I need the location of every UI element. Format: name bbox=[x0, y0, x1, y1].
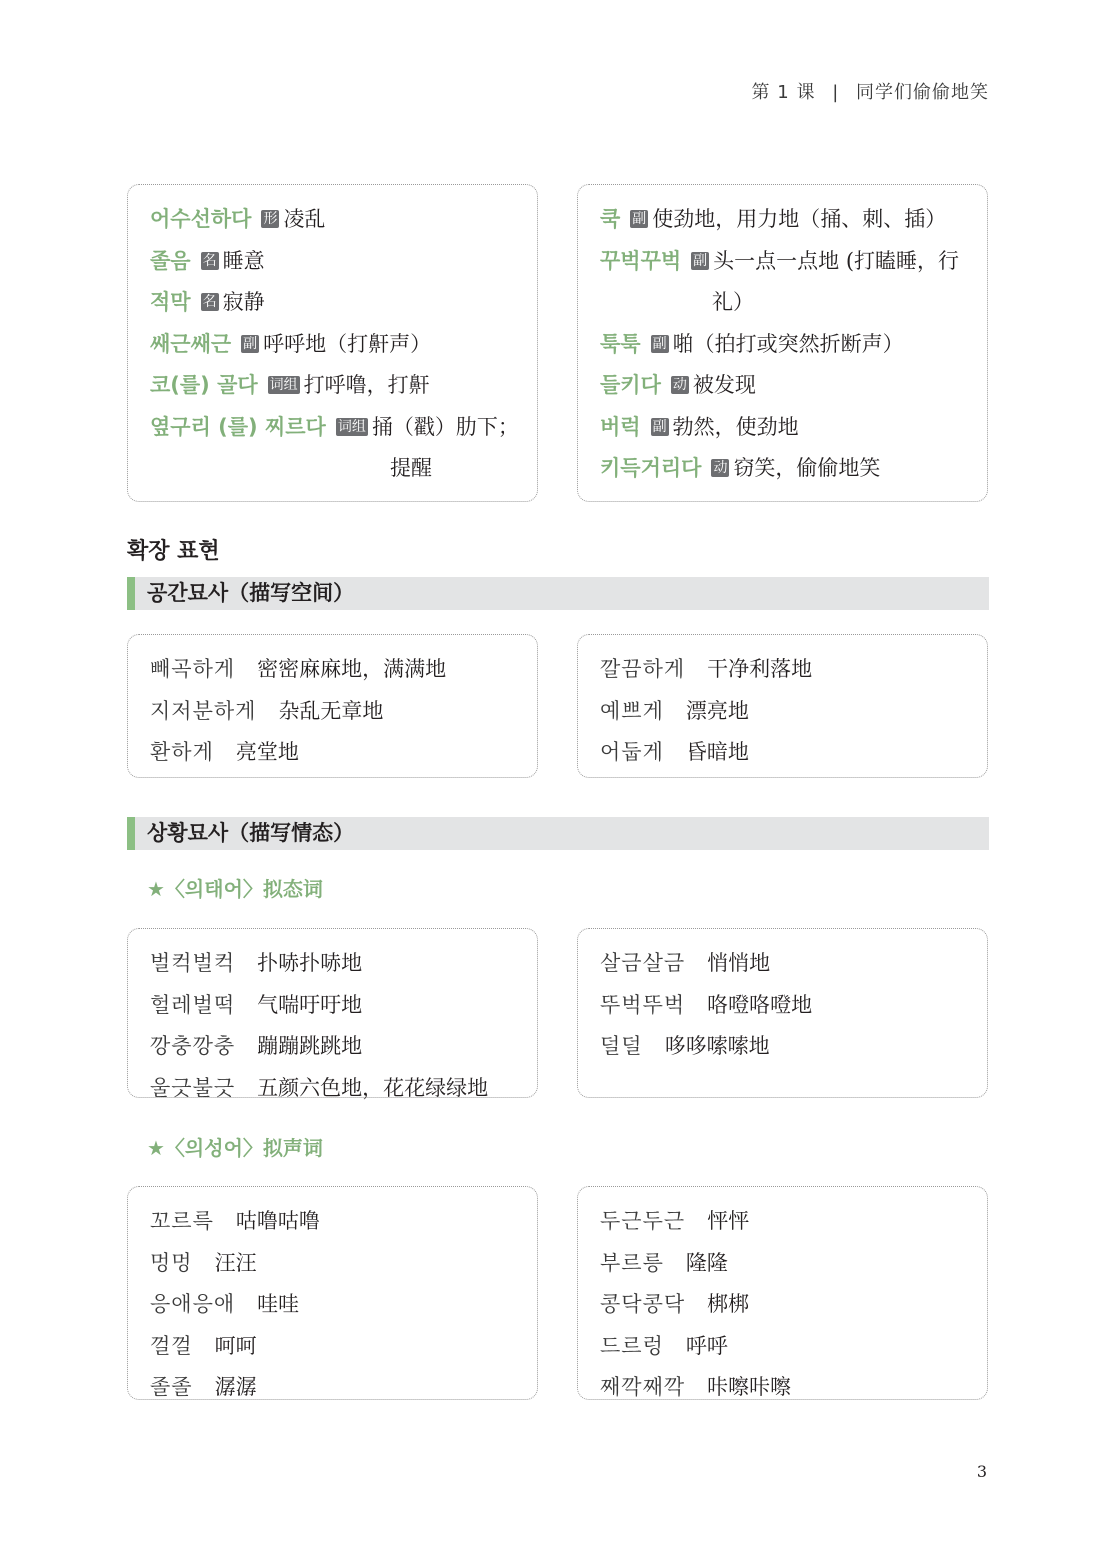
vocab-item bbox=[150, 241, 519, 283]
vocab-word: 들키다 bbox=[600, 373, 661, 397]
expression-item bbox=[150, 691, 519, 733]
korean-expression: 껄껄 bbox=[150, 1333, 193, 1358]
vocab-word: 버럭 bbox=[600, 414, 641, 439]
korean-expression: 꼬르륵 bbox=[150, 1209, 214, 1233]
mimetic-box-left bbox=[127, 928, 538, 1098]
korean-expression: 빼곡하게 bbox=[150, 657, 236, 681]
vocab-word: 적막 bbox=[150, 290, 191, 314]
vocab-meaning: 勃然，使劲地 bbox=[672, 414, 799, 439]
expression-item bbox=[600, 985, 969, 1027]
korean-expression: 지저분하게 bbox=[150, 698, 257, 723]
chinese-meaning: 悄悄地 bbox=[707, 951, 771, 975]
lesson-number: 第 1 课 bbox=[751, 82, 816, 103]
expression-item bbox=[600, 1243, 969, 1285]
expression-item bbox=[150, 1326, 519, 1368]
expression-item bbox=[150, 943, 519, 985]
pos-tag: 词组 bbox=[337, 418, 366, 435]
expression-item bbox=[150, 1367, 519, 1409]
expansion-heading: 확장 표현 bbox=[127, 539, 220, 564]
chinese-meaning: 怦怦 bbox=[707, 1209, 750, 1233]
mimetic-box-right bbox=[577, 928, 988, 1098]
korean-expression: 울긋불긋 bbox=[150, 1075, 236, 1100]
vocab-item bbox=[600, 199, 969, 241]
chinese-meaning: 呵呵 bbox=[214, 1333, 257, 1358]
vocab-item bbox=[150, 324, 519, 366]
vocab-meaning: 窃笑，偷偷地笑 bbox=[733, 456, 881, 480]
vocab-item-continuation bbox=[600, 282, 969, 324]
vocab-meaning: 睡意 bbox=[222, 248, 265, 273]
vocab-meaning: 凌乱 bbox=[283, 207, 326, 231]
chinese-meaning: 汪汪 bbox=[214, 1250, 257, 1275]
expression-item bbox=[150, 985, 519, 1027]
chinese-meaning: 昏暗地 bbox=[685, 740, 749, 764]
pos-tag: 动 bbox=[672, 377, 687, 393]
vocab-meaning: 啪（拍打或突然折断声） bbox=[672, 331, 904, 356]
chinese-meaning: 扑哧扑哧地 bbox=[257, 951, 363, 975]
korean-expression: 덜덜 bbox=[600, 1034, 643, 1058]
vocab-item bbox=[150, 407, 519, 449]
korean-expression: 드르렁 bbox=[600, 1333, 664, 1358]
vocab-item bbox=[600, 324, 969, 366]
onomatopoeia-box-right bbox=[577, 1186, 988, 1400]
expression-item bbox=[600, 1026, 969, 1068]
vocab-meaning: 呼呼地（打鼾声） bbox=[263, 331, 432, 356]
pos-tag: 形 bbox=[263, 211, 278, 227]
page-number: 3 bbox=[976, 1462, 987, 1481]
vocab-item-continuation bbox=[150, 448, 519, 490]
vocab-meaning: 打呼噜，打鼾 bbox=[303, 373, 430, 397]
pos-tag: 副 bbox=[652, 418, 667, 435]
korean-expression: 깡충깡충 bbox=[150, 1034, 236, 1058]
expression-item bbox=[150, 1284, 519, 1326]
onomatopoeia-subheading: ★〈의성어〉拟声词 bbox=[147, 1136, 323, 1160]
vocab-meaning: 使劲地，用力地（捅、刺、插） bbox=[652, 207, 947, 231]
chinese-meaning: 呼呼 bbox=[685, 1333, 728, 1358]
space-section-bar: 공간묘사（描写空间） bbox=[127, 577, 989, 610]
korean-expression: 두근두근 bbox=[600, 1209, 686, 1233]
chinese-meaning: 咯噔咯噔地 bbox=[707, 992, 813, 1017]
expression-item bbox=[600, 1326, 969, 1368]
vocab-meaning: 礼） bbox=[712, 290, 754, 314]
pos-tag: 副 bbox=[652, 335, 667, 352]
vocab-item bbox=[600, 407, 969, 449]
expression-item bbox=[600, 943, 969, 985]
pos-tag: 动 bbox=[713, 460, 728, 476]
vocab-box-right bbox=[577, 184, 988, 502]
korean-expression: 부르릉 bbox=[600, 1250, 664, 1275]
header-separator: | bbox=[832, 82, 840, 103]
chinese-meaning: 隆隆 bbox=[685, 1250, 728, 1275]
vocab-item bbox=[150, 199, 519, 241]
vocab-meaning: 提醒 bbox=[390, 456, 432, 480]
expression-item bbox=[150, 649, 519, 691]
korean-expression: 살금살금 bbox=[600, 951, 686, 975]
vocab-item bbox=[600, 448, 969, 490]
space-box-left bbox=[127, 634, 538, 778]
vocab-item bbox=[600, 365, 969, 407]
korean-expression: 콩닥콩닥 bbox=[600, 1292, 686, 1316]
vocab-item bbox=[150, 365, 519, 407]
chinese-meaning: 咔嚓咔嚓 bbox=[707, 1375, 792, 1399]
chinese-meaning: 五颜六色地，花花绿绿地 bbox=[257, 1075, 489, 1100]
expression-item bbox=[600, 691, 969, 733]
vocab-word: 졸음 bbox=[150, 248, 191, 273]
vocab-meaning: 头一点一点地 (打瞌睡，行 bbox=[713, 248, 960, 273]
vocab-word: 쿡 bbox=[600, 207, 621, 231]
pos-tag: 副 bbox=[243, 335, 258, 352]
korean-expression: 벌컥벌컥 bbox=[150, 951, 236, 975]
vocab-box-left bbox=[127, 184, 538, 502]
expression-item bbox=[600, 1284, 969, 1326]
korean-expression: 예쁘게 bbox=[600, 698, 664, 723]
chinese-meaning: 潺潺 bbox=[214, 1375, 257, 1399]
vocab-word: 코(를) 골다 bbox=[150, 373, 258, 397]
chinese-meaning: 气喘吁吁地 bbox=[257, 992, 363, 1017]
chinese-meaning: 杂乱无章地 bbox=[278, 698, 384, 723]
vocab-word: 꾸벅꾸벅 bbox=[600, 248, 682, 273]
korean-expression: 환하게 bbox=[150, 740, 214, 764]
chinese-meaning: 梆梆 bbox=[707, 1292, 750, 1316]
vocab-meaning: 被发现 bbox=[692, 373, 756, 397]
korean-expression: 멍멍 bbox=[150, 1250, 193, 1275]
expression-item bbox=[150, 1243, 519, 1285]
expression-item bbox=[600, 1201, 969, 1243]
vocab-item bbox=[150, 282, 519, 324]
korean-expression: 째깍째깍 bbox=[600, 1375, 686, 1399]
korean-expression: 응애응애 bbox=[150, 1292, 236, 1316]
chinese-meaning: 亮堂地 bbox=[235, 740, 299, 764]
korean-expression: 졸졸 bbox=[150, 1375, 193, 1399]
situation-section-bar: 상황묘사（描写情态） bbox=[127, 817, 989, 850]
korean-expression: 깔끔하게 bbox=[600, 657, 686, 681]
expression-item bbox=[150, 1026, 519, 1068]
mimetic-subheading: ★〈의태어〉拟态词 bbox=[147, 877, 323, 901]
lesson-title: 同学们偷偷地笑 bbox=[856, 82, 989, 103]
vocab-word: 옆구리 (를) 찌르다 bbox=[150, 414, 326, 439]
chinese-meaning: 密密麻麻地，满满地 bbox=[257, 657, 447, 681]
vocab-word: 어수선하다 bbox=[150, 207, 252, 231]
space-box-right bbox=[577, 634, 988, 778]
expression-item bbox=[150, 732, 519, 774]
vocab-meaning: 寂静 bbox=[222, 290, 265, 314]
korean-expression: 어둡게 bbox=[600, 740, 664, 764]
expression-item bbox=[600, 649, 969, 691]
pos-tag: 副 bbox=[632, 211, 647, 227]
chinese-meaning: 干净利落地 bbox=[707, 657, 813, 681]
vocab-word: 툭툭 bbox=[600, 331, 641, 356]
expression-item bbox=[150, 1068, 519, 1110]
expression-item bbox=[600, 732, 969, 774]
chinese-meaning: 蹦蹦跳跳地 bbox=[257, 1034, 363, 1058]
vocab-word: 쌔근쌔근 bbox=[150, 331, 232, 356]
korean-expression: 헐레벌떡 bbox=[150, 992, 236, 1017]
vocab-word: 키득거리다 bbox=[600, 456, 702, 480]
chinese-meaning: 漂亮地 bbox=[685, 698, 749, 723]
pos-tag: 名 bbox=[202, 294, 217, 310]
expression-item bbox=[600, 1367, 969, 1409]
chinese-meaning: 哇哇 bbox=[257, 1292, 300, 1316]
korean-expression: 뚜벅뚜벅 bbox=[600, 992, 686, 1017]
pos-tag: 词组 bbox=[269, 377, 298, 393]
running-header bbox=[752, 78, 989, 104]
pos-tag: 副 bbox=[693, 252, 708, 269]
pos-tag: 名 bbox=[202, 252, 217, 269]
vocab-meaning: 捅（戳）肋下； bbox=[371, 414, 519, 439]
onomatopoeia-box-left bbox=[127, 1186, 538, 1400]
chinese-meaning: 哆哆嗦嗦地 bbox=[664, 1034, 770, 1058]
vocab-item bbox=[600, 241, 969, 283]
chinese-meaning: 咕噜咕噜 bbox=[235, 1209, 320, 1233]
expression-item bbox=[150, 1201, 519, 1243]
